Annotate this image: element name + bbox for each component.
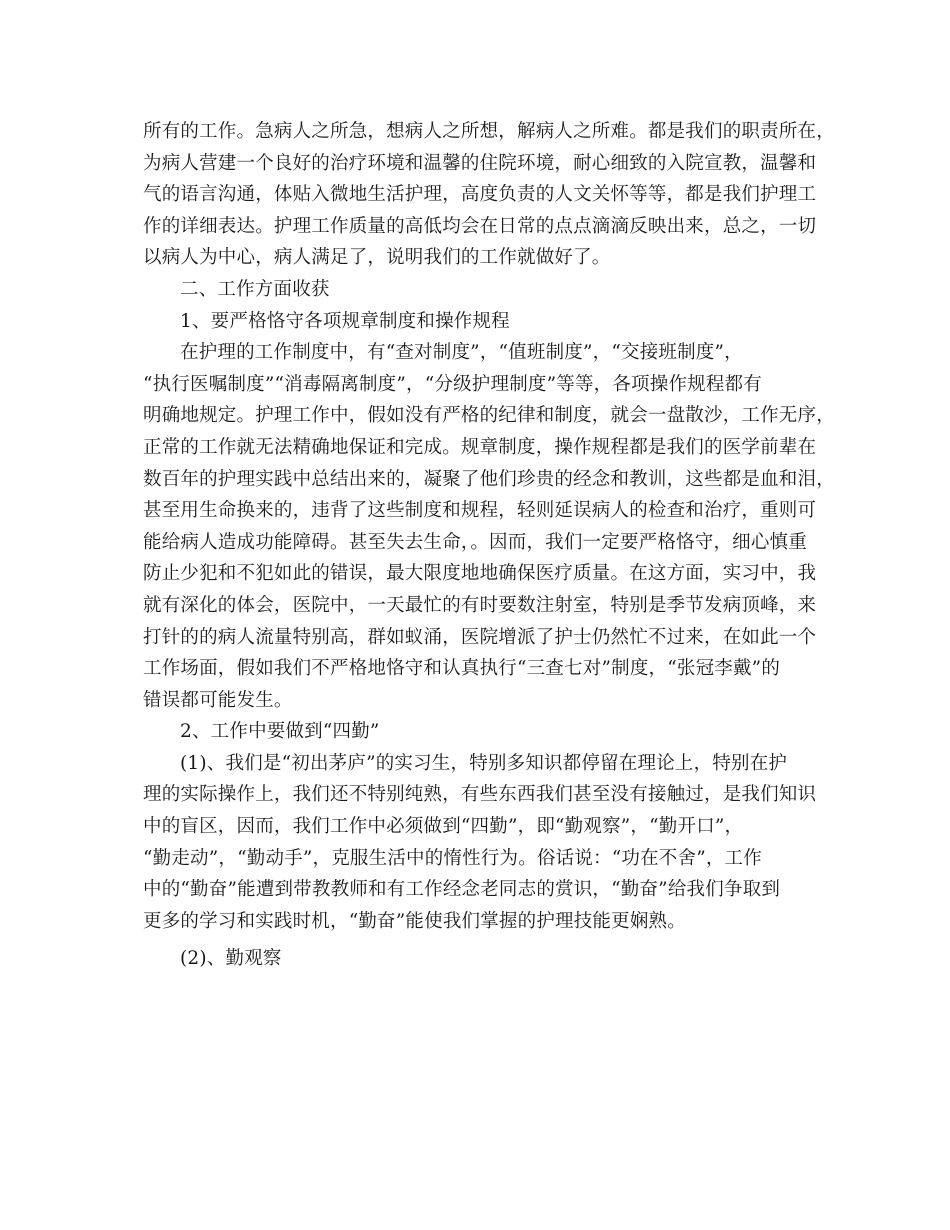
subsection-heading: 1、要严格恪守各项规章制度和操作规程 xyxy=(180,310,510,332)
paragraph-line: 错误都可能发生。 xyxy=(143,689,293,711)
paragraph-line: “勤走动”，“勤动手”，克服生活中的惰性行为。俗话说：“功在不舍”，工作 xyxy=(143,847,762,869)
paragraph-line: 正常的工作就无法精确地保证和完成。规章制度，操作规程都是我们的医学前辈在 xyxy=(143,436,817,458)
paragraph-line: 所有的工作。急病人之所急，想病人之所想，解病人之所难。都是我们的职责所在， xyxy=(143,121,835,142)
paragraph-line: 在护理的工作制度中，有“查对制度”，“值班制度”，“交接班制度”， xyxy=(180,342,743,364)
paragraph-line: 数百年的护理实践中总结出来的，凝聚了他们珍贵的经念和教训，这些都是血和泪， xyxy=(143,468,835,490)
paragraph-line: “执行医嘱制度”“消毒隔离制度”，“分级护理制度”等等，各项操作规程都有 xyxy=(143,373,762,395)
paragraph-line: 中的盲区，因而，我们工作中必须做到“四勤”，即“勤观察”，“勤开口”， xyxy=(143,816,744,838)
subsection-heading: (2)、勤观察 xyxy=(180,948,282,970)
subsection-heading: 2、工作中要做到“四勤” xyxy=(180,721,380,743)
section-heading: 二、工作方面收获 xyxy=(180,278,330,300)
paragraph-line: 工作场面，假如我们不严格地恪守和认真执行“三查七对”制度，“张冠李戴”的 xyxy=(143,658,781,680)
paragraph-line: 打针的的病人流量特别高，群如蚁涌，医院增派了护士仍然忙不过来，在如此一个 xyxy=(143,626,817,648)
paragraph-line: 作的详细表达。护理工作质量的高低均会在日常的点点滴滴反映出来，总之，一切 xyxy=(143,215,817,237)
paragraph-line: 理的实际操作上，我们还不特别纯熟，有些东西我们甚至没有接触过，是我们知识 xyxy=(143,784,817,806)
paragraph-line: 气的语言沟通，体贴入微地生活护理，高度负责的人文关怀等等，都是我们护理工 xyxy=(143,184,817,206)
paragraph-line: 能给病人造成功能障碍。甚至失去生命，。因而，我们一定要严格恪守，细心慎重 xyxy=(143,531,807,553)
paragraph-line: 明确地规定。护理工作中，假如没有严格的纪律和制度，就会一盘散沙，工作无序， xyxy=(143,405,835,427)
paragraph-line: 甚至用生命换来的，违背了这些制度和规程，轻则延误病人的检查和治疗，重则可 xyxy=(143,500,817,522)
document-body xyxy=(143,116,835,975)
paragraph-line: (1)、我们是“初出茅庐”的实习生，特别多知识都停留在理论上，特别在护 xyxy=(180,752,788,774)
paragraph-line: 就有深化的体会，医院中，一天最忙的有时要数注射室，特别是季节发病顶峰，来 xyxy=(143,594,817,616)
paragraph-line: 为病人营建一个良好的治疗环境和温馨的住院环境，耐心细致的入院宣教，温馨和 xyxy=(143,152,817,174)
paragraph-line: 中的“勤奋”能遭到带教教师和有工作经念老同志的赏识，“勤奋”给我们争取到 xyxy=(143,879,781,901)
paragraph-line: 更多的学习和实践时机，“勤奋”能使我们掌握的护理技能更娴熟。 xyxy=(143,910,686,932)
paragraph-line: 以病人为中心，病人满足了，说明我们的工作就做好了。 xyxy=(143,247,611,269)
paragraph-line: 防止少犯和不犯如此的错误，最大限度地地确保医疗质量。在这方面，实习中，我 xyxy=(143,563,817,585)
